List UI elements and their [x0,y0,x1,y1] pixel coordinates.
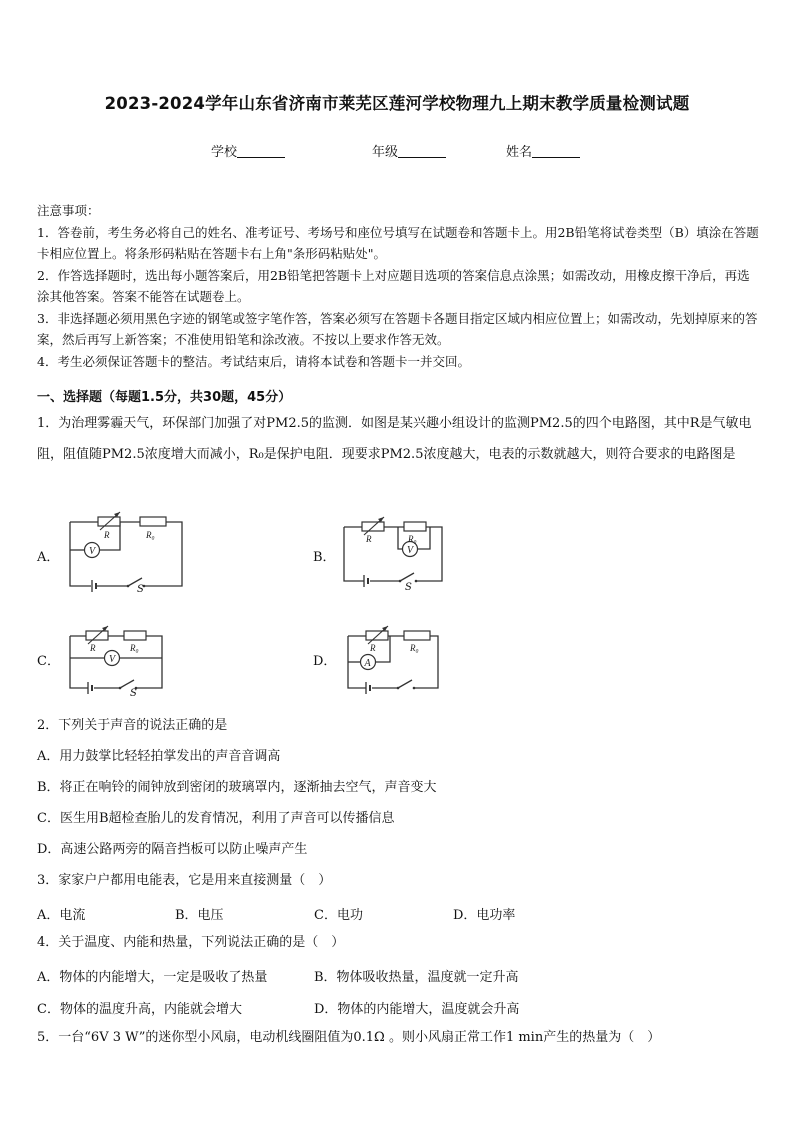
notice-item: 3．非选择题必须用黑色字迹的钢笔或签字笔作答，答案必须写在答题卡各题目指定区域内相应位置上；如需改动，先划掉原来的答案，然后再写上新答案；不准使用铅笔和涂改液。不按以上要求作答无效。 [37,310,758,347]
school-field [211,141,285,160]
question-stem: 4．关于温度、内能和热量，下列说法正确的是（ ） [37,935,345,950]
option-a[interactable]: A．用力鼓掌比轻轻拍掌发出的声音音调高 [37,749,281,764]
notice-item: 1．答卷前，考生务必将自己的姓名、准考证号、考场号和座位号填写在试题卷和答题卡上。用2B铅笔将试卷类型（B）填涂在答题卡相应位置上。将条形码粘贴在答题卡右上角"条形码粘贴处"。 [37,224,759,261]
option-b[interactable]: B．电压 [175,908,224,923]
option-b-label[interactable]: B． [313,550,336,565]
option-c[interactable]: C．医生用B超检查胎儿的发育情况，利用了声音可以传播信息 [37,811,395,826]
circuit-diagram-b [340,515,448,587]
grade-label: 年级 [372,145,399,160]
section-heading: 一、选择题（每题1.5分，共30题，45分） [37,390,292,405]
r-label: R [104,530,110,540]
option-a[interactable]: A．电流 [37,908,86,923]
notice-item: 4．考生必须保证答题卡的整洁。考试结束后，请将本试卷和答题卡一并交回。 [37,353,470,369]
voltmeter-label: V [89,546,96,557]
name-blank[interactable] [532,145,580,158]
option-b[interactable]: B．将正在响铃的闹钟放到密闭的玻璃罩内，逐渐抽去空气，声音变大 [37,780,437,795]
question-4 [37,927,759,958]
r0-label: R₀ [146,530,155,540]
option-c[interactable]: C．物体的温度升高，内能就会增大 [37,1002,242,1017]
r-label: R [90,643,96,653]
option-d[interactable]: D．电功率 [453,908,516,923]
name-field [506,141,580,160]
switch-label: S [405,582,412,593]
option-a-label[interactable]: A． [37,550,60,565]
question-2 [37,710,759,865]
grade-blank[interactable] [398,145,446,158]
question-stem: 3．家家户户都用电能表，它是用来直接测量（ ） [37,873,332,888]
circuit-diagram-d [344,622,444,694]
resistor-r0 [404,522,426,531]
switch [400,573,414,581]
ammeter-label: A [364,658,371,669]
notice-heading: 注意事项： [37,203,100,218]
grade-field [372,141,446,160]
switch [398,680,412,688]
question-3 [37,865,759,896]
option-a[interactable]: A．物体的内能增大，一定是吸收了热量 [37,970,268,985]
question-5 [37,1022,759,1053]
option-d[interactable]: D．物体的内能增大，温度就会升高 [314,1002,520,1017]
r0-label: R₀ [130,643,139,653]
switch-label: S [137,584,144,595]
question-stem: 2．下列关于声音的说法正确的是 [37,718,228,733]
option-b[interactable]: B．物体吸收热量，温度就一定升高 [314,970,519,985]
circuit-diagram-a [64,510,190,592]
r-label: R [366,534,372,544]
switch [120,680,134,688]
option-d-label[interactable]: D． [313,654,337,669]
option-d[interactable]: D．高速公路两旁的隔音挡板可以防止噪声产生 [37,842,308,857]
r0-label: R₀ [408,534,417,544]
switch-label: S [130,688,137,699]
circuit-diagram-c [64,622,168,694]
notice-section [37,200,759,372]
exam-title: 2023-2024学年山东省济南市莱芜区莲河学校物理九上期末教学质量检测试题 [104,94,690,113]
school-label: 学校 [211,145,238,160]
resistor-r0 [404,631,430,640]
resistor-r0 [140,517,166,526]
question-stem: 5．一台“6V 3 W”的迷你型小风扇，电动机线圈阻值为0.1Ω 。则小风扇正常工作1 min产生的热量为（ ） [37,1030,661,1045]
option-c[interactable]: C．电功 [314,908,363,923]
r-label: R [370,643,376,653]
voltmeter-label: V [407,545,414,556]
resistor-r0 [124,631,146,640]
option-c-label[interactable]: C． [37,654,60,669]
school-blank[interactable] [237,145,285,158]
name-label: 姓名 [506,145,533,160]
question-1 [37,408,759,470]
voltmeter-label: V [109,654,116,665]
question-stem: 1．为治理雾霾天气，环保部门加强了对PM2.5的监测．如图是某兴趣小组设计的监测PM2.5的四个电路图，其中R是气敏电阻，阻值随PM2.5浓度增大而减小，R₀是保护电阻．现要求PM2.5浓度越大，电表的示数就越大，则符合要求的电路图是 [37,416,752,462]
notice-item: 2．作答选择题时，选出每小题答案后，用2B铅笔把答题卡上对应题目选项的答案信息点涂黑；如需改动，用橡皮擦干净后，再选涂其他答案。答案不能答在试题卷上。 [37,267,750,304]
r0-label: R₀ [410,643,419,653]
